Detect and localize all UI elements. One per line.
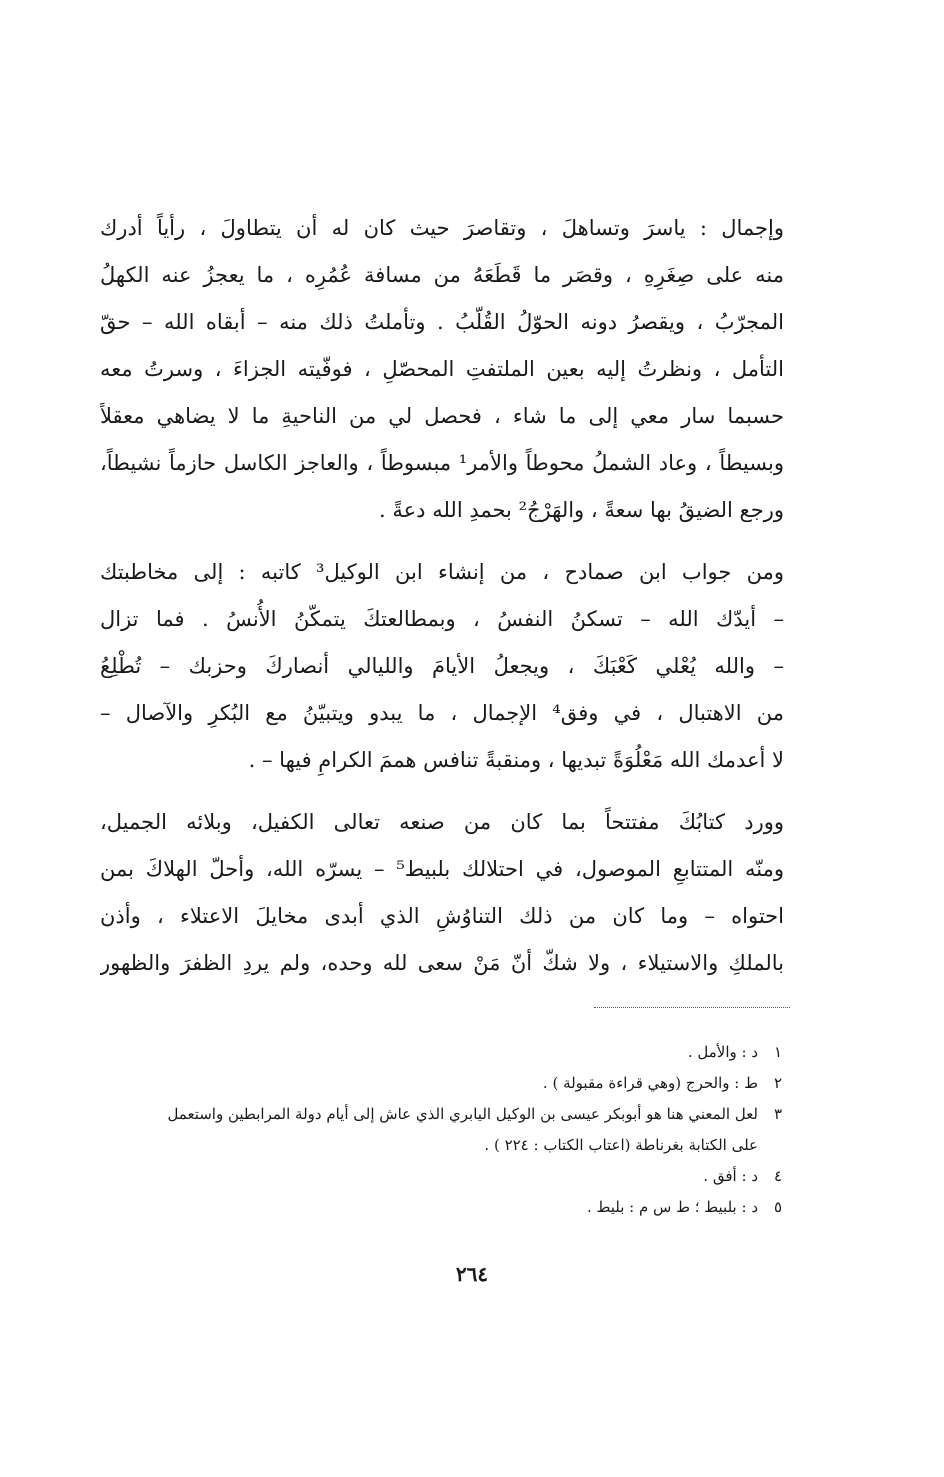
footnote-text: لعل المعني هنا هو أبوبكر عيسى بن الوكيل اليابري الذي عاش إلى أيام دولة المرابطين واستعمل bbox=[167, 1105, 758, 1123]
footnote-text: ط : والحرج (وهي قراءة مقبولة ) . bbox=[542, 1074, 758, 1092]
footnote-separator bbox=[594, 1007, 790, 1008]
text-line: التأمل ، ونظرتُ إليه بعين الملتفتِ المحصّلِ ، فوفّيته الجزاءَ ، وسرتُ معه bbox=[100, 357, 784, 381]
text-line: لا أعدمك الله مَعْلُوَةً تبديها ، ومنقبةً تنافس هممَ الكرامِ فيها – . bbox=[248, 748, 784, 772]
footnote-text: د : بلبيط ؛ ط س م : بليط . bbox=[586, 1198, 758, 1216]
paragraph bbox=[100, 799, 784, 987]
paragraph bbox=[100, 549, 784, 784]
text-line: وورد كتابُكَ مفتتحاً بما كان من صنعه تعالى الكفيل، وبلائه الجميل، bbox=[100, 810, 784, 834]
text-line: حسبما سار معي إلى ما شاء ، فحصل لي من الناحيةِ ما لا يضاهي معقلاً bbox=[100, 404, 784, 428]
text-line: ورجع الضيقُ بها سعةً ، والهَرْجُ² بحمدِ الله دعةً . bbox=[379, 498, 784, 522]
text-line: وإجمال : ياسرَ وتساهلَ ، وتقاصرَ حيث كان له أن يتطاولَ ، رأياً أدرك bbox=[100, 216, 784, 240]
paragraph bbox=[100, 205, 784, 534]
text-line: ومن جواب ابن صمادح ، من إنشاء ابن الوكيل³ كاتبه : إلى مخاطبتك bbox=[100, 560, 784, 584]
footnote-number bbox=[758, 1130, 782, 1161]
paragraph-gap bbox=[100, 784, 784, 799]
main-text bbox=[100, 205, 784, 987]
footnote-text: د : أفق . bbox=[703, 1167, 758, 1185]
footnote-number: ٤ bbox=[773, 1167, 782, 1185]
paragraph-gap bbox=[100, 534, 784, 549]
footnote-number: ٢ bbox=[773, 1074, 782, 1092]
footnote bbox=[110, 1161, 782, 1192]
text-line: – أيدّك الله – تسكنُ النفسُ ، وبمطالعتكَ يتمكّنُ الأُنسُ . فما تزال bbox=[100, 607, 784, 631]
page-number: ٢٦٤ bbox=[455, 1262, 489, 1286]
text-line: – والله يُعْلي كَعْبَكَ ، ويجعلُ الأيامَ والليالي أنصاركَ وحزبك – تُطْلِعُ bbox=[100, 654, 784, 678]
footnote-text: د : والأمل . bbox=[687, 1043, 758, 1061]
text-line: احتواه – وما كان من ذلك التناوُشِ الذي أبدى مخايلَ الاعتلاء ، وأذن bbox=[100, 904, 784, 928]
footnote-number: ١ bbox=[773, 1043, 782, 1061]
footnote bbox=[110, 1037, 782, 1068]
footnote bbox=[110, 1099, 782, 1130]
text-line: منه على صِغَرِهِ ، وقصَر ما قَطَعَهُ من مسافة عُمُرِه ، ما يعجزُ عنه الكهلُ bbox=[100, 263, 784, 287]
footnote bbox=[110, 1192, 782, 1223]
text-line: المجرّبُ ، ويقصرُ دونه الحوّلُ القُلّبُ . وتأملتُ ذلك منه – أبقاه الله – حقّ bbox=[100, 310, 784, 334]
text-line: وبسيطاً ، وعاد الشملُ محوطاً والأمر¹ مبسوطاً ، والعاجز الكاسل حازماً نشيطاً، bbox=[100, 451, 784, 475]
footnote-number: ٥ bbox=[773, 1198, 782, 1216]
text-line: من الاهتبال ، في وفق⁴ الإجمال ، ما يبدو ويتبيّنُ مع البُكرِ والآصال – bbox=[100, 701, 784, 725]
footnotes bbox=[110, 1037, 782, 1223]
text-line: ومنّه المتتابعِ الموصول، في احتلالك بلبيط⁵ – يسرّه الله، وأحلّ الهلاكَ بمن bbox=[100, 857, 784, 881]
footnote-continuation bbox=[110, 1130, 782, 1161]
text-line: بالملكِ والاستيلاء ، ولا شكّ أنّ مَنْ سعى لله وحده، ولم يردِ الظفرَ والظهور bbox=[100, 951, 784, 975]
footnote-text: على الكتابة بغرناطة (اعتاب الكتاب : ٢٢٤ ) . bbox=[484, 1136, 758, 1154]
footnote-number: ٣ bbox=[773, 1105, 782, 1123]
footnote bbox=[110, 1068, 782, 1099]
